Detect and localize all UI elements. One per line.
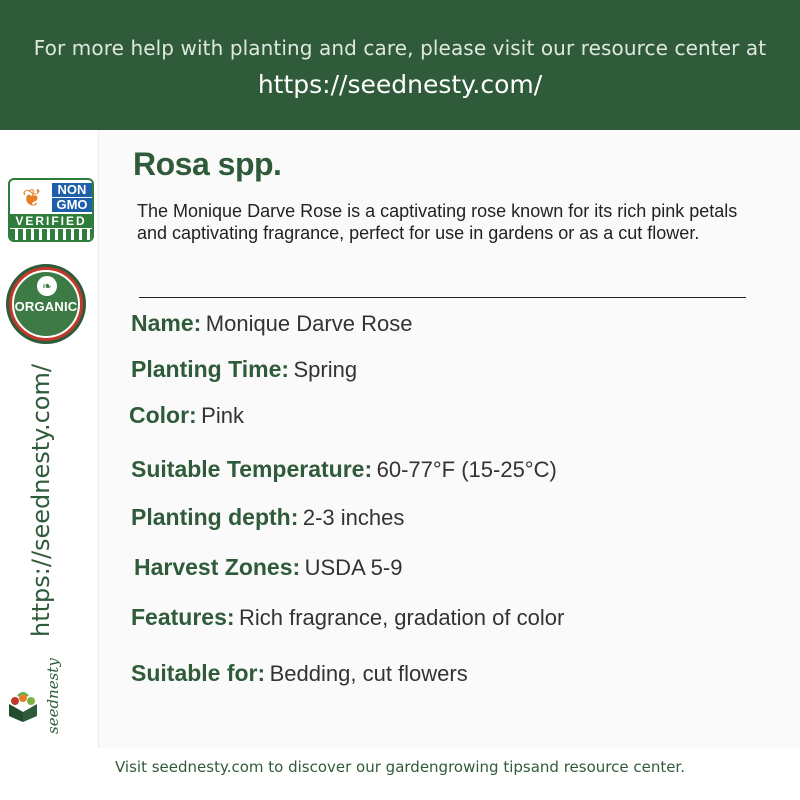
non-gmo-decoration <box>10 229 92 240</box>
field-value: 2-3 inches <box>302 505 405 530</box>
field-suitable-for <box>131 660 468 687</box>
field-value: Monique Darve Rose <box>205 311 413 336</box>
sidebar <box>0 130 98 748</box>
field-value: Spring <box>293 357 358 382</box>
footer <box>0 748 800 800</box>
organic-label: ORGANIC <box>14 299 78 314</box>
field-value: USDA 5-9 <box>304 555 403 580</box>
organic-badge-inner <box>12 270 80 338</box>
footer-text: Visit seednesty.com to discover our gardengrowing tipsand resource center. <box>115 758 685 776</box>
field-color <box>129 402 244 429</box>
vertical-url-link[interactable]: https://seednesty.com/ <box>27 364 55 637</box>
species-title: Rosa spp. <box>133 146 282 182</box>
butterfly-icon: ❦ <box>21 184 43 212</box>
non-gmo-word-non: NON <box>52 183 92 197</box>
field-suitable-temperature <box>131 456 557 483</box>
organic-badge <box>6 264 86 344</box>
field-planting-time <box>131 356 357 383</box>
product-description: The Monique Darve Rose is a captivating rose known for its rich pink petals and captivating fragrance, perfect for use in gardens or as a cut flower. <box>137 201 738 243</box>
field-label: Planting depth: <box>131 504 299 530</box>
seednesty-logo-text: seednesty <box>44 658 62 734</box>
field-label: Planting Time: <box>131 356 290 382</box>
seed-box-icon <box>6 690 40 722</box>
field-value: 60-77°F (15-25°C) <box>376 457 557 482</box>
leaf-icon: ❧ <box>37 276 57 296</box>
field-label: Suitable for: <box>131 660 266 686</box>
banner-help-text: For more help with planting and care, please visit our resource center at <box>33 36 767 60</box>
non-gmo-badge-top <box>10 180 92 214</box>
field-value: Rich fragrance, gradation of color <box>239 605 565 630</box>
top-banner <box>0 0 800 130</box>
field-name <box>131 310 412 337</box>
field-features <box>131 604 564 631</box>
field-label: Features: <box>131 604 235 630</box>
field-value: Pink <box>201 403 244 428</box>
field-label: Suitable Temperature: <box>131 456 373 482</box>
non-gmo-verified-label: VERIFIED <box>10 214 92 228</box>
divider <box>139 297 746 298</box>
non-gmo-badge <box>8 178 94 242</box>
field-label: Color: <box>129 402 197 428</box>
field-value: Bedding, cut flowers <box>269 661 468 686</box>
non-gmo-word-gmo: GMO <box>52 198 92 212</box>
field-harvest-zones <box>134 554 402 581</box>
field-label: Harvest Zones: <box>134 554 301 580</box>
field-label: Name: <box>131 310 202 336</box>
field-planting-depth <box>131 504 404 531</box>
banner-url-link[interactable]: https://seednesty.com/ <box>257 70 543 99</box>
product-info-card <box>98 130 800 748</box>
